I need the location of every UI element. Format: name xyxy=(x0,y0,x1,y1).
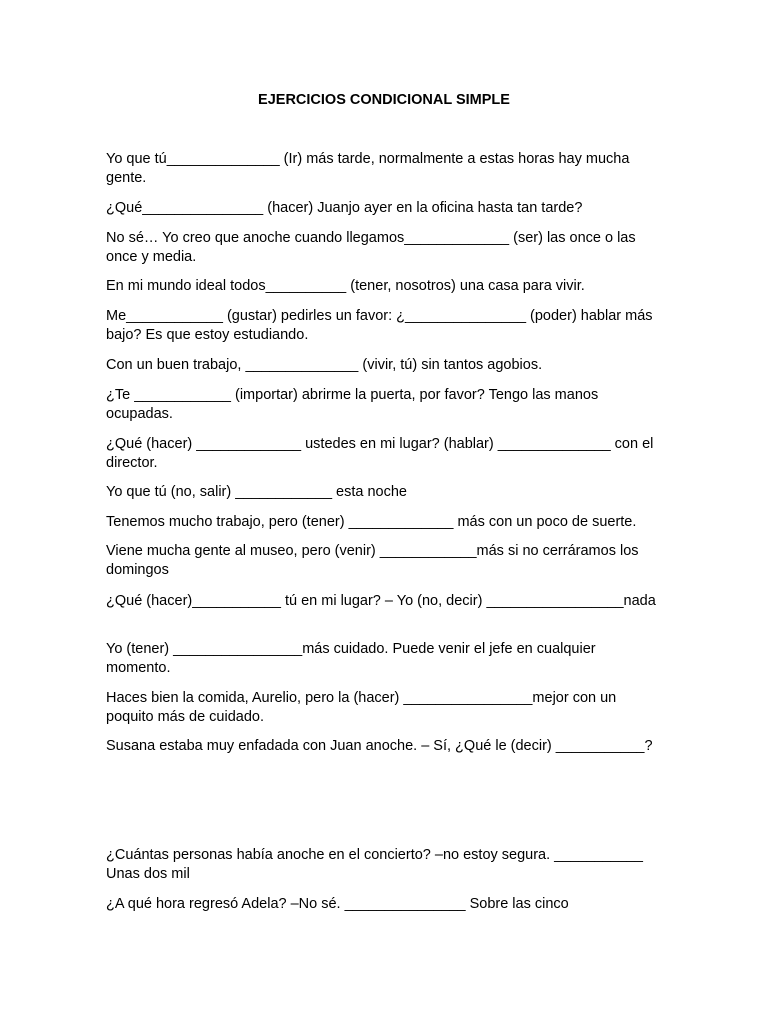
exercise-item: Susana estaba muy enfadada con Juan anoche. – Sí, ¿Qué le (decir) ___________? xyxy=(106,738,653,754)
exercise-item: Yo que tú (no, salir) ____________ esta noche xyxy=(106,484,407,500)
exercise-item: ¿Te ____________ (importar) abrirme la puerta, por favor? Tengo las manos ocupadas. xyxy=(106,387,599,422)
exercise-item: Viene mucha gente al museo, pero (venir) ____________más si no cerráramos los domingos xyxy=(106,543,639,578)
exercise-item: En mi mundo ideal todos__________ (tener, nosotros) una casa para vivir. xyxy=(106,278,585,294)
exercise-item: ¿A qué hora regresó Adela? –No sé. _______________ Sobre las cinco xyxy=(106,896,569,912)
exercise-item: Me____________ (gustar) pedirles un favor: ¿_______________ (poder) hablar más bajo? Es que estoy estudiando. xyxy=(106,308,653,343)
exercise-item: Yo que tú______________ (Ir) más tarde, normalmente a estas horas hay mucha gente. xyxy=(106,151,630,186)
exercise-item: Yo (tener) ________________más cuidado. Puede venir el jefe en cualquier momento. xyxy=(106,641,596,676)
exercise-item: Haces bien la comida, Aurelio, pero la (hacer) ________________mejor con un poquito más de cuidado. xyxy=(106,690,617,725)
exercise-item: ¿Qué (hacer) _____________ ustedes en mi lugar? (hablar) ______________ con el director. xyxy=(106,436,654,471)
exercise-item: ¿Qué (hacer)___________ tú en mi lugar? – Yo (no, decir) _________________nada xyxy=(106,593,656,609)
exercise-item: ¿Cuántas personas había anoche en el concierto? –no estoy segura. ___________ Unas dos mil xyxy=(106,847,643,882)
page-title: EJERCICIOS CONDICIONAL SIMPLE xyxy=(258,92,510,108)
exercise-item: No sé… Yo creo que anoche cuando llegamos_____________ (ser) las once o las once y media. xyxy=(106,230,636,265)
exercise-item: ¿Qué_______________ (hacer) Juanjo ayer en la oficina hasta tan tarde? xyxy=(106,200,583,216)
exercise-item: Con un buen trabajo, ______________ (vivir, tú) sin tantos agobios. xyxy=(106,357,543,373)
exercise-item: Tenemos mucho trabajo, pero (tener) _____________ más con un poco de suerte. xyxy=(106,514,637,530)
